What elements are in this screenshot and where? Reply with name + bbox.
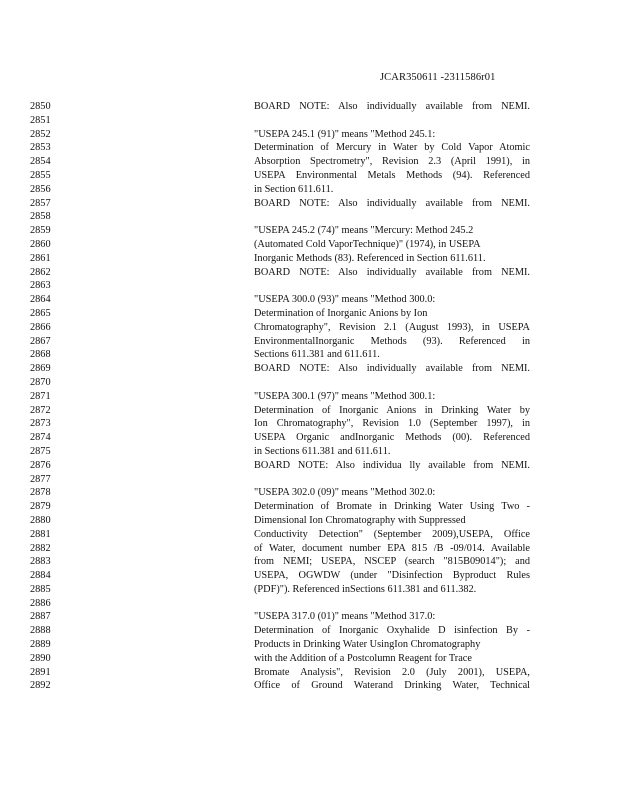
line-text: in Sections 611.381 and 611.611. bbox=[254, 445, 391, 457]
line-text: EnvironmentalInorganic Methods (93). Referenced in bbox=[254, 335, 530, 347]
line-text: Inorganic Methods (83). Referenced in Section 611.611. bbox=[254, 252, 486, 264]
line-text: Determination of Inorganic Anions in Drinking Water by bbox=[254, 404, 530, 416]
document-line bbox=[0, 445, 618, 459]
line-number: 2874 bbox=[30, 432, 51, 444]
line-number: 2882 bbox=[30, 542, 51, 554]
line-text: BOARD NOTE: Also individually available from NEMI. bbox=[254, 363, 530, 375]
line-number: 2860 bbox=[30, 238, 51, 250]
document-line bbox=[0, 293, 618, 307]
document-line bbox=[0, 500, 618, 514]
document-line bbox=[0, 224, 618, 238]
line-number: 2881 bbox=[30, 528, 51, 540]
line-text: "USEPA 300.0 (93)" means "Method 300.0: bbox=[254, 294, 436, 306]
document-line bbox=[0, 210, 618, 224]
line-text: Bromate Analysis", Revision 2.0 (July 2001), USEPA, bbox=[254, 666, 530, 678]
line-number: 2867 bbox=[30, 335, 51, 347]
line-text: Chromatography", Revision 2.1 (August 1993), in USEPA bbox=[254, 321, 530, 333]
document-line bbox=[0, 376, 618, 390]
line-text: "USEPA 317.0 (01)" means "Method 317.0: bbox=[254, 611, 436, 623]
line-number: 2865 bbox=[30, 307, 51, 319]
line-number: 2854 bbox=[30, 156, 51, 168]
line-text: Office of Ground Waterand Drinking Water, Technical bbox=[254, 680, 530, 692]
document-line bbox=[0, 679, 618, 693]
document-code-header: JCAR350611 -2311586r01 bbox=[380, 72, 496, 83]
document-line bbox=[0, 362, 618, 376]
document-line bbox=[0, 335, 618, 349]
line-text: (Automated Cold VaporTechnique)" (1974), in USEPA bbox=[254, 238, 481, 250]
line-text: Ion Chromatography", Revision 1.0 (September 1997), in bbox=[254, 418, 530, 430]
line-number: 2876 bbox=[30, 459, 51, 471]
line-number: 2857 bbox=[30, 197, 51, 209]
line-number: 2855 bbox=[30, 169, 51, 181]
line-number: 2869 bbox=[30, 363, 51, 375]
document-line bbox=[0, 624, 618, 638]
document-line bbox=[0, 431, 618, 445]
line-text: BOARD NOTE: Also individua lly available from NEMI. bbox=[254, 459, 530, 471]
line-text: BOARD NOTE: Also individually available from NEMI. bbox=[254, 101, 530, 112]
document-line bbox=[0, 197, 618, 211]
document-line bbox=[0, 542, 618, 556]
document-body bbox=[0, 100, 618, 693]
document-line bbox=[0, 252, 618, 266]
line-number: 2858 bbox=[30, 211, 51, 223]
document-line bbox=[0, 390, 618, 404]
line-text: Determination of Mercury in Water by Cold Vapor Atomic bbox=[254, 142, 530, 154]
line-number: 2884 bbox=[30, 570, 51, 582]
line-text: from NEMI; USEPA, NSCEP (search "815B09014"); and bbox=[254, 556, 530, 568]
line-number: 2885 bbox=[30, 583, 51, 595]
line-number: 2892 bbox=[30, 680, 51, 692]
document-line bbox=[0, 155, 618, 169]
document-line bbox=[0, 266, 618, 280]
line-number: 2859 bbox=[30, 225, 51, 237]
line-number: 2880 bbox=[30, 514, 51, 526]
line-number: 2883 bbox=[30, 556, 51, 568]
line-number: 2873 bbox=[30, 418, 51, 430]
document-line bbox=[0, 128, 618, 142]
line-number: 2868 bbox=[30, 349, 51, 361]
document-line bbox=[0, 114, 618, 128]
line-number: 2851 bbox=[30, 114, 51, 126]
line-number: 2889 bbox=[30, 639, 51, 651]
document-line bbox=[0, 597, 618, 611]
document-line bbox=[0, 514, 618, 528]
line-number: 2853 bbox=[30, 142, 51, 154]
line-number: 2861 bbox=[30, 252, 51, 264]
document-line bbox=[0, 486, 618, 500]
line-text: Dimensional Ion Chromatography with Suppressed bbox=[254, 514, 466, 526]
line-number: 2872 bbox=[30, 404, 51, 416]
document-line bbox=[0, 569, 618, 583]
line-text: Sections 611.381 and 611.611. bbox=[254, 349, 380, 361]
line-text: (PDF)"). Referenced inSections 611.381 and 611.382. bbox=[254, 583, 477, 595]
line-number: 2887 bbox=[30, 611, 51, 623]
document-line bbox=[0, 348, 618, 362]
document-line bbox=[0, 555, 618, 569]
line-text: USEPA Environmental Metals Methods (94). Referenced bbox=[254, 169, 530, 181]
line-number: 2888 bbox=[30, 625, 51, 637]
document-line bbox=[0, 528, 618, 542]
line-text: Conductivity Detection" (September 2009),USEPA, Office bbox=[254, 528, 530, 540]
line-number: 2877 bbox=[30, 473, 51, 485]
document-line bbox=[0, 279, 618, 293]
line-text: Determination of Inorganic Anions by Ion bbox=[254, 307, 428, 319]
document-line bbox=[0, 141, 618, 155]
line-text: USEPA Organic andInorganic Methods (00). Referenced bbox=[254, 432, 530, 444]
line-number: 2875 bbox=[30, 445, 51, 457]
document-line bbox=[0, 417, 618, 431]
line-text: BOARD NOTE: Also individually available from NEMI. bbox=[254, 197, 530, 209]
line-text: Determination of Bromate in Drinking Water Using Two - bbox=[254, 501, 530, 513]
line-text: in Section 611.611. bbox=[254, 183, 334, 195]
line-number: 2856 bbox=[30, 183, 51, 195]
line-number: 2878 bbox=[30, 487, 51, 499]
line-number: 2864 bbox=[30, 294, 51, 306]
line-number: 2862 bbox=[30, 266, 51, 278]
document-line bbox=[0, 652, 618, 666]
document-line bbox=[0, 183, 618, 197]
line-number: 2886 bbox=[30, 597, 51, 609]
line-number: 2890 bbox=[30, 652, 51, 664]
line-text: USEPA, OGWDW (under "Disinfection Byproduct Rules bbox=[254, 570, 530, 582]
line-number: 2852 bbox=[30, 128, 51, 140]
line-number: 2866 bbox=[30, 321, 51, 333]
document-line bbox=[0, 638, 618, 652]
line-text: Products in Drinking Water UsingIon Chromatography bbox=[254, 639, 481, 651]
document-line bbox=[0, 169, 618, 183]
line-number: 2879 bbox=[30, 501, 51, 513]
line-text: "USEPA 245.2 (74)" means "Mercury: Method 245.2 bbox=[254, 225, 474, 237]
document-line bbox=[0, 610, 618, 624]
line-number: 2863 bbox=[30, 280, 51, 292]
line-text: "USEPA 300.1 (97)" means "Method 300.1: bbox=[254, 390, 436, 402]
document-line bbox=[0, 583, 618, 597]
line-number: 2850 bbox=[30, 101, 51, 112]
document-line bbox=[0, 473, 618, 487]
document-line bbox=[0, 459, 618, 473]
line-number: 2891 bbox=[30, 666, 51, 678]
line-text: Determination of Inorganic Oxyhalide D isinfection By - bbox=[254, 625, 530, 637]
document-line bbox=[0, 321, 618, 335]
line-text: of Water, document number EPA 815 /B -09/014. Available bbox=[254, 542, 530, 554]
document-line bbox=[0, 307, 618, 321]
document-line bbox=[0, 100, 618, 114]
line-text: Absorption Spectrometry", Revision 2.3 (April 1991), in bbox=[254, 156, 530, 168]
line-text: BOARD NOTE: Also individually available from NEMI. bbox=[254, 266, 530, 278]
document-line bbox=[0, 404, 618, 418]
line-text: with the Addition of a Postcolumn Reagent for Trace bbox=[254, 652, 472, 664]
line-text: "USEPA 245.1 (91)" means "Method 245.1: bbox=[254, 128, 436, 140]
line-number: 2871 bbox=[30, 390, 51, 402]
document-line bbox=[0, 666, 618, 680]
line-number: 2870 bbox=[30, 376, 51, 388]
line-text: "USEPA 302.0 (09)" means "Method 302.0: bbox=[254, 487, 436, 499]
document-line bbox=[0, 238, 618, 252]
